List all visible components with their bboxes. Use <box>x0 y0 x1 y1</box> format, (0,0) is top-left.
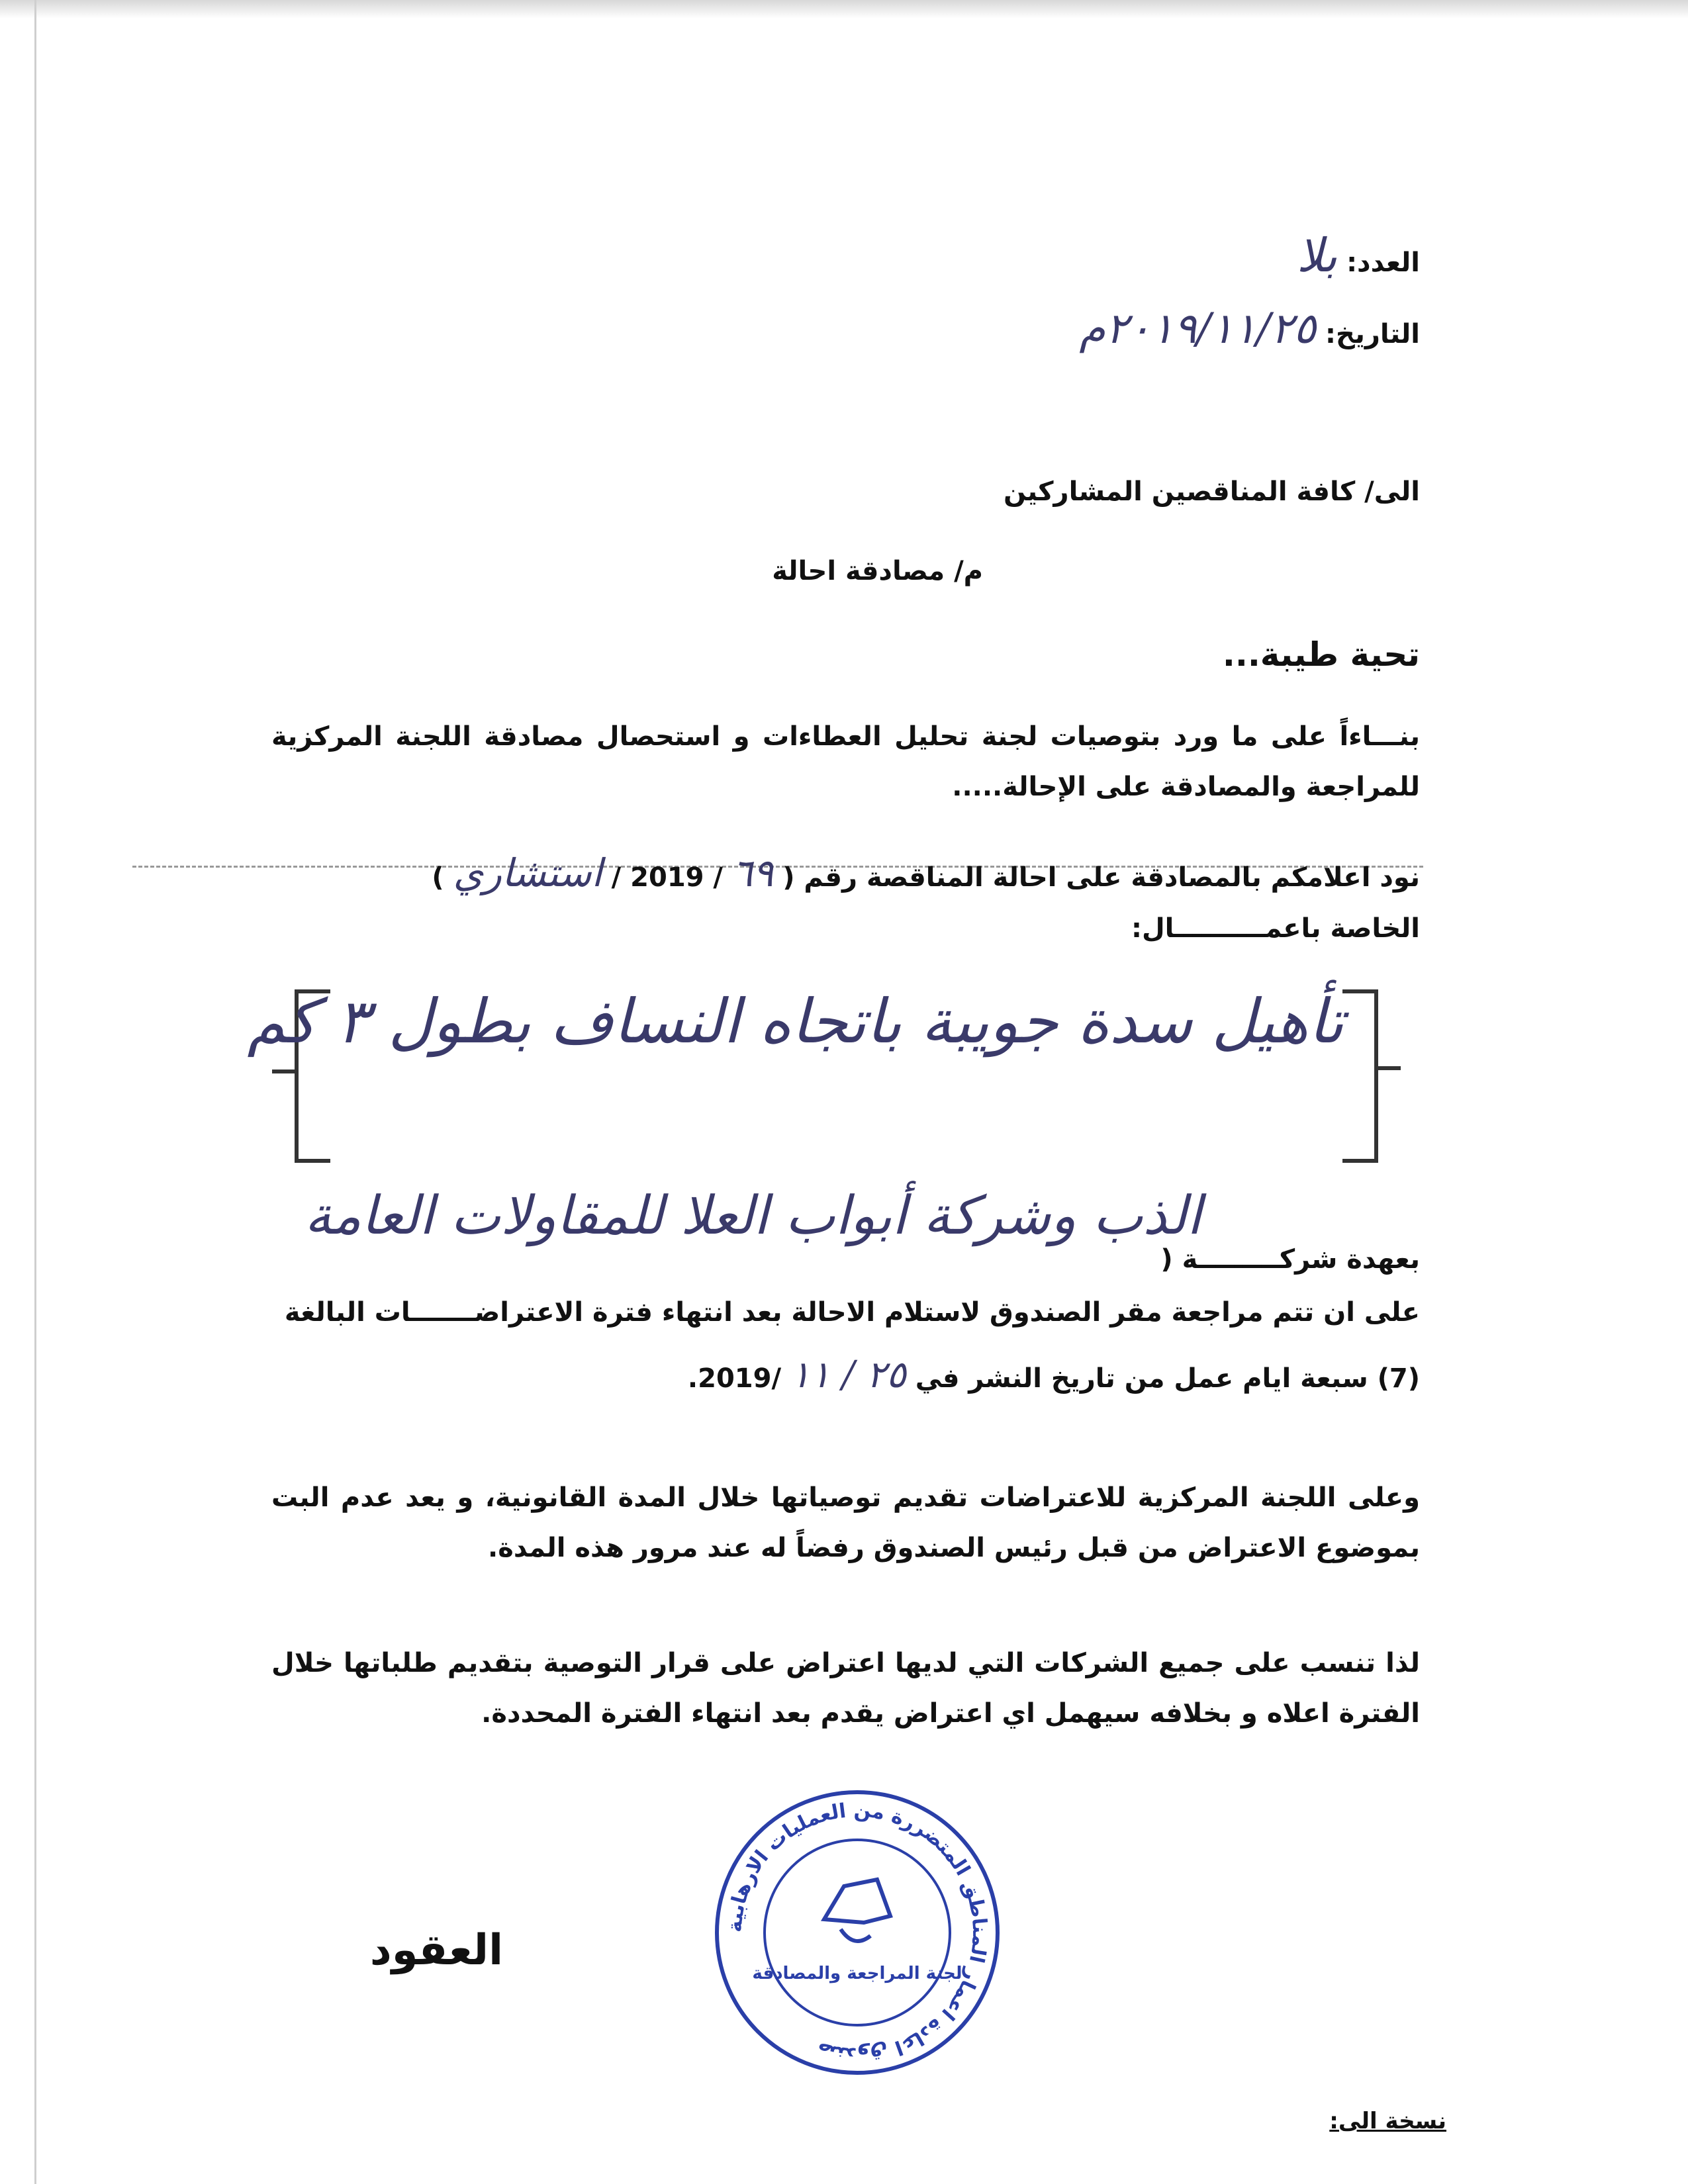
review-prefix: (7) سبعة ايام عمل من تاريخ النشر في <box>915 1363 1420 1394</box>
bracket-right <box>1342 989 1378 1163</box>
tender-suffix: ) <box>432 862 444 893</box>
stamp-inner-text: لجنة المراجعة والمصادقة <box>752 1964 962 1983</box>
number-value: بلا <box>1296 228 1338 283</box>
signature-title: العقود <box>369 1926 503 1975</box>
tender-type: استشاري <box>453 850 602 895</box>
stamp-outer-ring <box>717 1792 998 2073</box>
recipient: الى/ كافة المناقصين المشاركين <box>1003 477 1420 507</box>
tender-line <box>432 850 1420 895</box>
tender-year: / 2019 / <box>611 862 724 893</box>
date-label: التاريخ: <box>1325 319 1420 349</box>
objections-paragraph: وعلى اللجنة المركزية للاعتراضات تقديم توصياتها خلال المدة القانونية، و يعد عدم البت بموضوع الاعتراض من قبل رئيس الصندوق رفضاً له عند مرور هذه المدة. <box>271 1482 1420 1563</box>
notice-paragraph: لذا تنسب على جميع الشركات التي لديها اعتراض على قرار التوصية بتقديم طلباتها خلال الفترة اعلاه و بخلافه سيهمل اي اعتراض يقدم بعد انتهاء الفترة المحددة. <box>271 1648 1420 1729</box>
tender-number: ٦٩ <box>731 850 774 895</box>
review-date: ٢٥ / ١١ <box>790 1353 906 1396</box>
scan-edge-top <box>0 0 1688 19</box>
company-label: بعهدة شركـــــــــة ( <box>1160 1244 1420 1275</box>
works-label: الخاصة باعمــــــــــال: <box>1131 913 1420 944</box>
review-year: /2019. <box>687 1363 782 1394</box>
official-stamp <box>712 1787 1003 2078</box>
copy-to-label: نسخة الى: <box>1329 2108 1446 2134</box>
review-line-2 <box>688 1353 1420 1396</box>
stamp-emblem <box>824 1880 890 1923</box>
company-line <box>1160 1244 1420 1275</box>
date-line <box>1079 304 1420 353</box>
intro-paragraph: بنـــاءاً على ما ورد بتوصيات لجنة تحليل العطاءات و استحصال مصادقة اللجنة المركزية للمراجعة والمصادقة على الإحالة..... <box>271 721 1420 802</box>
scan-edge-left <box>34 0 36 2184</box>
number-label: العدد: <box>1346 248 1420 278</box>
stamp-outer-text: صندوق اعادة اعمار المناطق المتضررة من العمليات الارهابية <box>723 1798 992 2067</box>
works-description: تأهيل سدة جويبة باتجاه النساف بطول ٣ كم <box>247 986 1344 1057</box>
subject: م/ مصادقة احالة <box>772 556 983 586</box>
stamp-inner-ring <box>765 1840 950 2025</box>
greeting: تحية طيبة... <box>1222 635 1420 674</box>
number-line <box>1297 228 1420 283</box>
date-value: ٢٠١٩/١١/٢٥م <box>1079 304 1317 353</box>
tender-prefix: نود اعلامكم بالمصادقة على احالة المناقصة رقم ( <box>782 862 1420 893</box>
company-name: الذب وشركة أبواب العلا للمقاولات العامة <box>305 1185 1201 1246</box>
review-line-1: على ان تتم مراجعة مقر الصندوق لاستلام الاحالة بعد انتهاء فترة الاعتراضـــــــات البالغة <box>284 1297 1420 1328</box>
